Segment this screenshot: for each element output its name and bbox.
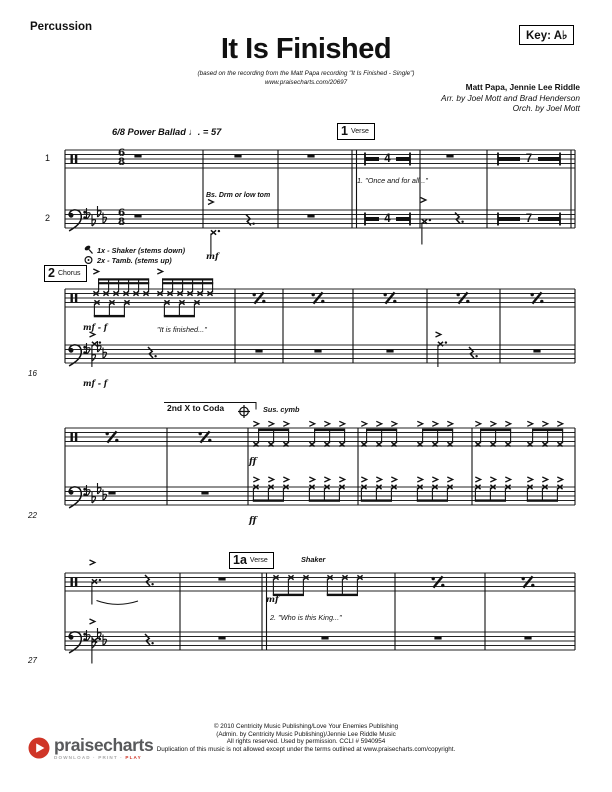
tambourine-pattern [93,269,149,296]
drum-pattern [361,477,397,502]
drum-pattern [475,477,511,502]
logo-tagline-left: DOWNLOAD · PRINT · [54,755,123,760]
lyric-cue-verse1: 1. "Once and for all..." [357,175,428,185]
slur [97,601,139,605]
copyright-line-3: All rights reserved. Used by permission. CCLI # 5940954 [226,738,386,745]
page-title: It Is Finished [220,33,392,65]
multirest-number: 4 [384,152,391,165]
arranger-credit: Arr. by Joel Mott and Brad Henderson [441,92,580,103]
staff-label-2: 2 [45,213,51,223]
shaker-pattern [327,575,363,596]
dynamic-mf-to-f: mf - f [83,378,108,388]
drum-pattern [527,477,563,502]
copyright-line-1: © 2010 Centricity Music Publishing/Love Your Enemies Publishing [213,723,399,730]
dynamic-mf: mf [266,595,279,605]
rehearsal-number: 2 [48,266,55,280]
rehearsal-label: Verse [249,557,268,564]
dynamic-ff: ff [249,457,257,467]
rehearsal-mark-verse1 [337,123,375,140]
measure-number-22: 22 [28,511,37,520]
legend-tambourine: 2x - Tamb. (stems up) [97,255,172,265]
system-4-notation [65,560,575,664]
rehearsal-label: Chorus [57,270,81,277]
writers-credit: Matt Papa, Jennie Lee Riddle [465,82,580,92]
bass-drum-note [92,638,101,664]
website-reference: www.praisecharts.com/20697 [264,79,348,86]
multirest-number: 4 [384,212,391,225]
system-1-notation [65,146,575,256]
time-signature-lower: 8 [117,216,126,228]
cymbal-pattern [253,421,289,446]
tambourine-icon [85,257,92,264]
multirest-number: 7 [525,212,533,225]
logo-tagline [54,755,153,760]
rehearsal-label: Verse [350,128,369,135]
time-signature-lower: 8 [117,156,126,168]
time-signature-upper: 6 [117,206,126,219]
subtitle: (based on the recording from the Matt Papa recording "It Is Finished - Single") [197,70,415,77]
measure-number-16: 16 [28,369,37,378]
multirest-number: 7 [525,152,533,165]
cymbal-pattern [527,421,563,446]
staff-label-1: 1 [45,153,51,163]
shaker-cue: Shaker [301,555,326,564]
play-icon [28,737,50,759]
key-signature-box: Key: A♭ [519,25,574,45]
time-signature-upper: 6 [117,146,126,159]
cymbal-pattern [361,421,397,446]
copyright-line-2: (Admin. by Centricity Music Publishing)/Jennie Lee Riddle Music [216,730,396,738]
bass-drum-note [422,219,431,245]
drum-pattern [253,477,289,502]
rehearsal-number: 1 [341,124,348,138]
coda-icon [238,405,250,418]
measure-number-27: 27 [28,656,37,665]
coda-direction: 2nd X to Coda [167,403,225,413]
lyric-cue-verse2: 2. "Who is this King..." [270,613,342,622]
cymbal-pattern [309,421,345,446]
tambourine-pattern [157,269,213,296]
logo-text: praisecharts [54,735,154,755]
orchestrator-credit: Orch. by Joel Mott [512,103,580,113]
lyric-cue-chorus: "It is finished..." [157,324,207,334]
tempo-marking: 6/8 Power Ballad ♩. = 57 [112,127,222,137]
rehearsal-number: 1a [233,553,247,567]
drum-pattern [309,477,345,502]
sus-cymbal-cue: Sus. cymb [263,404,300,414]
praisecharts-logo [28,737,153,760]
shaker-pattern [273,575,309,596]
cymbal-pattern [475,421,511,446]
cymbal-pattern [417,421,453,446]
bass-drum-cue: Bs. Drm or low tom [206,192,271,199]
dynamic-mf-to-f: mf - f [83,322,108,332]
legend-shaker: 1x - Shaker (stems down) [97,246,185,255]
dynamic-mf: mf [206,252,219,262]
rehearsal-mark-chorus [44,265,87,282]
rehearsal-mark-verse1a [229,552,274,569]
copyright-line-4: Duplication of this music is not allowed except under the terms outlined at www.praisecharts.com/copyright. [156,745,456,753]
instrument-label: Percussion [30,21,92,33]
logo-tagline-play: PLAY [125,755,142,760]
shaker-icon [84,245,93,254]
drum-pattern [417,477,453,502]
system-3-notation [65,403,575,508]
dynamic-ff: ff [249,516,257,526]
